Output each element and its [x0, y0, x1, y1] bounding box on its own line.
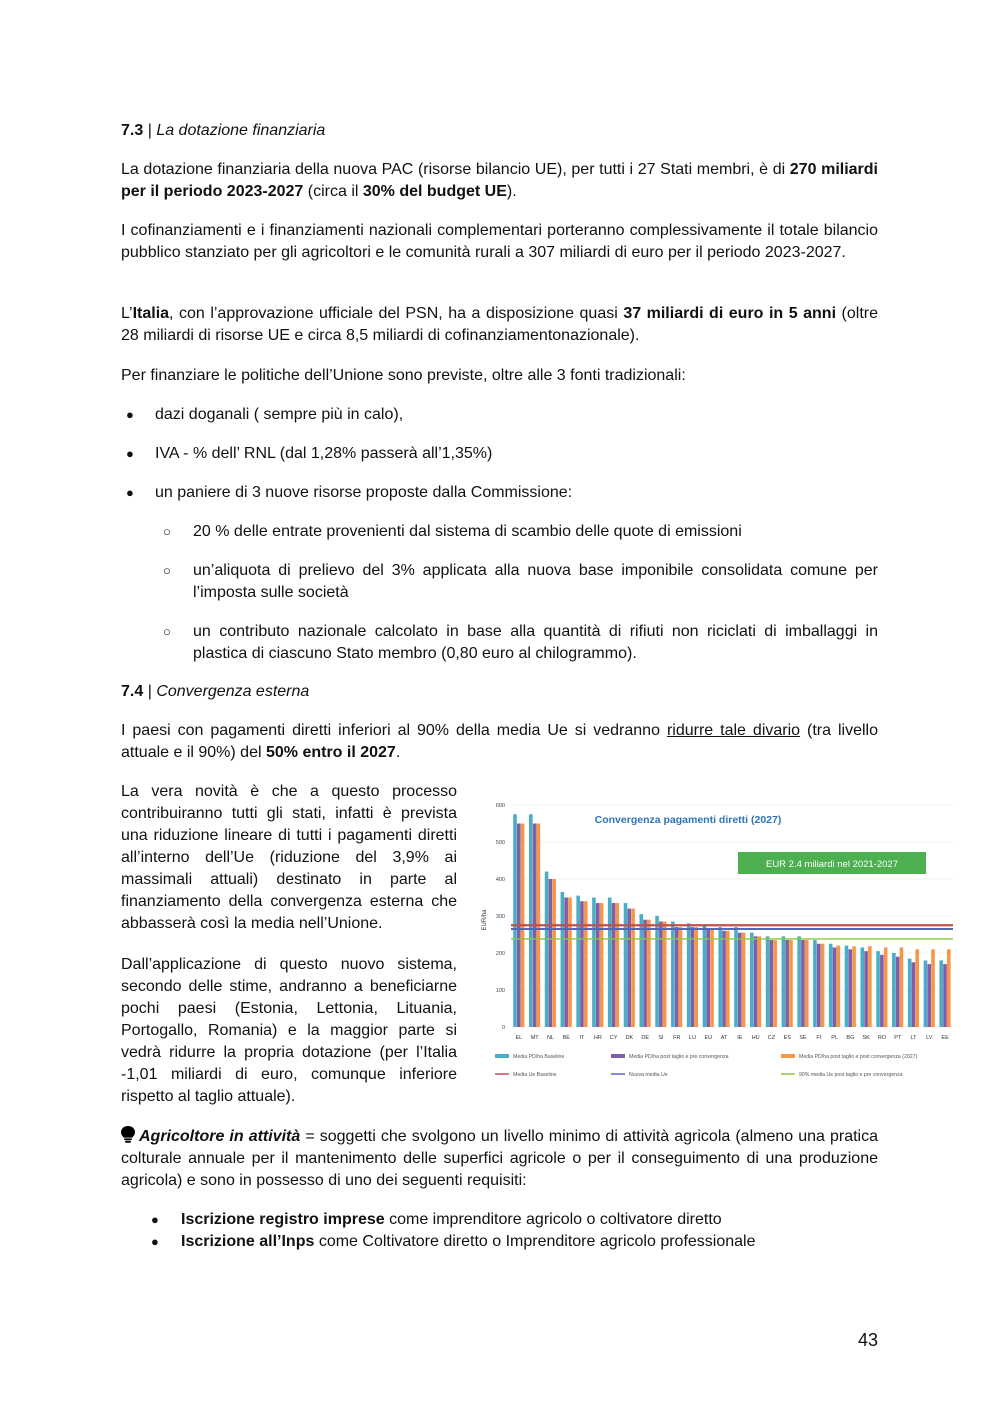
legend-label: 90% media Ue post taglio e pre convergenza	[799, 1072, 903, 1078]
bar	[789, 940, 793, 1027]
bar	[679, 927, 683, 1027]
bar	[691, 927, 695, 1027]
bar	[758, 936, 762, 1027]
bar	[596, 903, 600, 1027]
y-axis-label: EUR/ha	[482, 909, 488, 931]
x-tick-label: SK	[862, 1035, 870, 1041]
bar	[639, 914, 643, 1027]
x-tick-label: SI	[658, 1035, 664, 1041]
paragraph-fonti: Per finanziare le politiche dell’Unione sono previste, oltre alle 3 fonti tradizionali:	[121, 367, 686, 384]
bar	[837, 946, 841, 1027]
bar	[545, 872, 549, 1027]
bar	[624, 903, 628, 1027]
x-tick-label: DE	[641, 1035, 649, 1041]
paragraph-novita: La vera novità è che a questo processo contribuiranno tutti gli stati, infatti è prevista una riduzione lineare di tutti i pagamenti diretti all’interno dell’Ue (riduzione del 3,9% ai massimali attuali) destinato in parte al finanziamento della convergenza esterna che abbasserà così la media nell’Unione.	[121, 783, 457, 932]
bar	[694, 927, 698, 1027]
bar	[912, 962, 916, 1027]
bar	[561, 892, 565, 1027]
bar	[750, 933, 754, 1027]
chart-title: Convergenza pagamenti diretti (2027)	[594, 814, 782, 826]
bar	[529, 814, 533, 1027]
bar	[643, 920, 647, 1027]
x-tick-label: FI	[816, 1035, 822, 1041]
bar	[939, 960, 943, 1027]
bar	[655, 916, 659, 1027]
paragraph-divario: I paesi con pagamenti diretti inferiori al 90% della media Ue si vedranno ridurre tale divario (tra livello attuale e il 90%) del 50% entro il 2027.	[121, 722, 879, 761]
bar	[726, 931, 730, 1027]
paragraph-cofinanziamenti: I cofinanziamenti e i finanziamenti nazionali complementari porteranno complessivamente il totale bilancio pubblico stanziato per gli agricoltori e le comunità rurali a 307 miliardi di euro per il periodo 2023-2027.	[121, 222, 878, 261]
bar	[947, 949, 951, 1027]
bar	[896, 957, 900, 1027]
x-tick-label: DK	[625, 1035, 634, 1041]
x-tick-label: ES	[783, 1035, 791, 1041]
x-tick-label: MT	[530, 1035, 539, 1041]
bar	[801, 940, 805, 1027]
x-tick-label: AT	[720, 1035, 728, 1041]
bar	[943, 964, 947, 1027]
bar	[805, 940, 809, 1027]
bar	[564, 898, 568, 1028]
y-tick-label: 300	[495, 914, 505, 920]
y-tick-label: 100	[495, 988, 505, 994]
bar	[549, 879, 553, 1027]
x-tick-label: EE	[941, 1035, 949, 1041]
x-tick-label: RO	[877, 1035, 887, 1041]
bar	[738, 933, 742, 1027]
bar	[706, 929, 710, 1027]
legend-swatch	[611, 1054, 625, 1058]
x-tick-label: FR	[673, 1035, 681, 1041]
bar	[671, 922, 675, 1027]
bar	[860, 947, 864, 1027]
bar	[612, 903, 616, 1027]
bar	[647, 920, 651, 1027]
x-tick-label: EU	[704, 1035, 713, 1041]
x-tick-label: CY	[609, 1035, 618, 1041]
bar	[710, 929, 714, 1027]
section-heading-7-4: 7.4 | Convergenza esterna	[121, 683, 310, 700]
bar	[734, 927, 738, 1027]
annotation-text: EUR 2.4 miliardi nel 2021-2027	[765, 859, 899, 870]
legend-label: Media PD/ha Baseline	[513, 1054, 565, 1060]
bar	[864, 951, 868, 1027]
legend-label: Media PD/ha post taglio e pre convergenza	[629, 1054, 729, 1060]
y-tick-label: 200	[495, 951, 505, 957]
y-tick-label: 500	[495, 840, 505, 846]
y-tick-label: 0	[501, 1025, 505, 1031]
bar	[616, 903, 620, 1027]
bar	[608, 898, 612, 1028]
bar	[821, 944, 825, 1027]
legend-label: Nuova media Ue	[629, 1072, 668, 1078]
bar	[552, 879, 556, 1027]
paragraph-dotazione: La dotazione finanziaria della nuova PAC (risorse bilancio UE), per tutti i 27 Stati membri, è di 270 miliardi per il periodo 2023-2027 (circa il 30% del budget UE).	[121, 161, 879, 200]
paragraph-italia: L’Italia, con l’approvazione ufficiale del PSN, ha a disposizione quasi 37 miliardi di euro in 5 anni (oltre 28 miliardi di risorse UE e circa 8,5 miliardi di cofinanziamentonazionale).	[121, 305, 879, 344]
bar	[592, 898, 596, 1028]
x-tick-label: PL	[831, 1035, 838, 1041]
x-tick-label: CZ	[767, 1035, 776, 1041]
bar	[659, 922, 663, 1027]
bar	[876, 951, 880, 1027]
bar	[833, 947, 837, 1027]
bar	[742, 933, 746, 1027]
bar	[576, 896, 580, 1027]
bar	[797, 936, 801, 1027]
bar	[600, 903, 604, 1027]
bar	[722, 931, 726, 1027]
bar	[927, 964, 931, 1027]
x-tick-label: LU	[689, 1035, 697, 1041]
x-tick-label: SE	[799, 1035, 807, 1041]
x-tick-label: NL	[546, 1035, 554, 1041]
legend-swatch	[781, 1054, 795, 1058]
bar	[884, 947, 888, 1027]
x-tick-label: HU	[751, 1035, 760, 1041]
bar	[782, 936, 786, 1027]
bar	[627, 909, 631, 1027]
convergence-chart	[481, 795, 957, 1085]
x-tick-label: BE	[562, 1035, 570, 1041]
bar	[773, 940, 777, 1027]
bar	[584, 901, 588, 1027]
lightbulb-icon	[121, 1126, 135, 1143]
bar	[868, 946, 872, 1027]
bar	[852, 946, 856, 1027]
x-tick-label: EL	[515, 1035, 523, 1041]
legend-swatch	[495, 1054, 509, 1058]
bar	[770, 940, 774, 1027]
bar	[829, 944, 833, 1027]
x-tick-label: IT	[579, 1035, 585, 1041]
x-tick-label: BG	[846, 1035, 855, 1041]
x-tick-label: IE	[737, 1035, 743, 1041]
bar	[703, 925, 707, 1027]
bar	[513, 814, 517, 1027]
bar	[813, 940, 817, 1027]
legend-label: Media PD/ha post taglio e post convergenza (2027)	[799, 1054, 918, 1060]
bar	[908, 959, 912, 1027]
legend-label: Media Ue Baseline	[513, 1072, 557, 1078]
bar	[915, 949, 919, 1027]
page-number: 43	[857, 1330, 878, 1350]
bar	[892, 953, 896, 1027]
bar	[754, 936, 758, 1027]
bar	[924, 960, 928, 1027]
x-tick-label: PT	[894, 1035, 902, 1041]
y-tick-label: 600	[495, 803, 505, 809]
bar	[785, 940, 789, 1027]
bar	[931, 949, 935, 1027]
paragraph-agricoltore: Agricoltore in attività = soggetti che svolgono un livello minimo di attività agricola (almeno una pratica colturale annuale per il mantenimento delle superfici agricole o per il conseguimento di una produzione agricola) e sono in possesso di uno dei seguenti requisiti:	[121, 1128, 879, 1189]
bar	[718, 927, 722, 1027]
bar	[631, 909, 635, 1027]
x-tick-label: LT	[910, 1035, 917, 1041]
bar	[845, 946, 849, 1027]
y-tick-label: 400	[495, 877, 505, 883]
paragraph-applicazione: Dall’applicazione di questo nuovo sistema, secondo delle stime, andranno a beneficiarne pochi paesi (Estonia, Lettonia, Lituania, Portogallo, Romania) e la maggior parte si vedrà ridurre la propria dotazione (per l’Italia -1,01 miliardi di euro, comunque inferiore rispetto al taglio attuale).	[121, 956, 457, 1105]
bar	[766, 936, 770, 1027]
bar	[848, 949, 852, 1027]
bar	[880, 955, 884, 1027]
bar	[580, 901, 584, 1027]
bar	[568, 898, 572, 1028]
bar	[675, 927, 679, 1027]
section-heading-7-3: 7.3 | La dotazione finanziaria	[121, 122, 326, 139]
x-tick-label: LV	[926, 1035, 933, 1041]
bar	[817, 944, 821, 1027]
bar	[900, 947, 904, 1027]
bar	[663, 922, 667, 1027]
x-tick-label: HR	[593, 1035, 602, 1041]
